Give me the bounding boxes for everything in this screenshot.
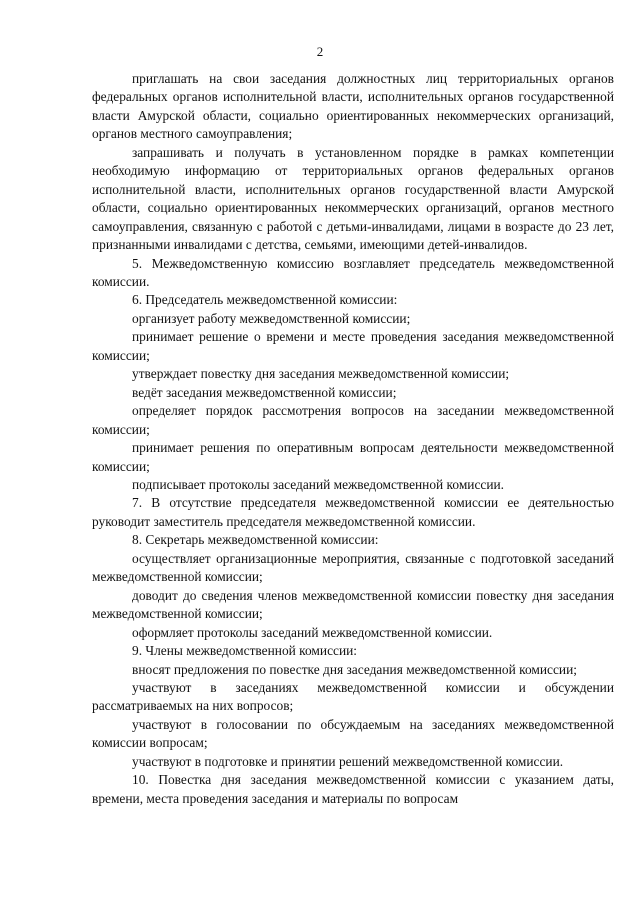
paragraph-item-8-heading: 8. Секретарь межведомственной комиссии:	[132, 532, 379, 548]
paragraph-approves-agenda: утверждает повестку дня заседания межведомственной комиссии;	[132, 366, 510, 382]
paragraph-defines-order: определяет порядок рассмотрения вопросов на заседании межведомственной комиссии;	[92, 403, 614, 437]
paragraph-decides-time-place: принимает решение о времени и месте проведения заседания межведомственной комиссии;	[92, 329, 614, 363]
page-number: 2	[316, 44, 324, 59]
paragraph-organizes-work: организует работу межведомственной комиссии;	[132, 310, 411, 326]
paragraph-request-information: запрашивать и получать в установленном порядке в рамках компетенции необходимую информацию от территориальных органов федеральных органов исполнительной власти, исполнительных органов государственной власти Амурской области, социально ориентированных некоммерческих организаций, органов местного самоуправления, связанную с работой с детьми-инвалидами, лицами в возрасте до 23 лет, признанными инвалидами с детства, семьями, имеющими детей-инвалидов.	[92, 144, 614, 253]
paragraph-item-9-heading: 9. Члены межведомственной комиссии:	[132, 643, 358, 659]
paragraph-participate-decisions: участвуют в подготовке и принятии решений межведомственной комиссии.	[132, 753, 564, 769]
paragraph-participate-meetings: участвуют в заседаниях межведомственной комиссии и обсуждении рассматриваемых на них вопросов;	[92, 679, 614, 714]
paragraph-item-7: 7. В отсутствие председателя межведомственной комиссии ее деятельностью руководит заместитель председателя межведомственной комиссии.	[92, 495, 614, 529]
document-body	[92, 70, 614, 808]
paragraph-participate-voting: участвуют в голосовании по обсуждаемым на заседаниях межведомственной комиссии вопросам;	[92, 716, 614, 751]
paragraph-prepares-protocols: оформляет протоколы заседаний межведомственной комиссии.	[132, 624, 493, 640]
paragraph-submit-proposals: вносят предложения по повестке дня заседания межведомственной комиссии;	[132, 661, 577, 677]
paragraph-item-5: 5. Межведомственную комиссию возглавляет председатель межведомственной комиссии.	[92, 255, 614, 289]
paragraph-conducts-meetings: ведёт заседания межведомственной комиссии;	[132, 384, 397, 400]
paragraph-informs-members: доводит до сведения членов межведомственной комиссии повестку дня заседания межведомственной комиссии;	[92, 587, 614, 622]
paragraph-item-10: 10. Повестка дня заседания межведомственной комиссии с указанием даты, времени, места проведения заседания и материалы по вопросам	[92, 772, 614, 806]
paragraph-operational-decisions: принимает решения по оперативным вопросам деятельности межведомственной комиссии;	[92, 440, 614, 474]
paragraph-signs-protocols: подписывает протоколы заседаний межведомственной комиссии.	[132, 476, 505, 492]
paragraph-item-6-heading: 6. Председатель межведомственной комиссии:	[132, 292, 398, 308]
paragraph-organizational-measures: осуществляет организационные мероприятия, связанные с подготовкой заседаний межведомственной комиссии;	[92, 550, 614, 585]
paragraph-invite-officials: приглашать на свои заседания должностных лиц территориальных органов федеральных органов исполнительной власти, исполнительных органов государственной власти Амурской области, социально ориентированных некоммерческих организаций, органов местного самоуправления;	[92, 71, 614, 142]
